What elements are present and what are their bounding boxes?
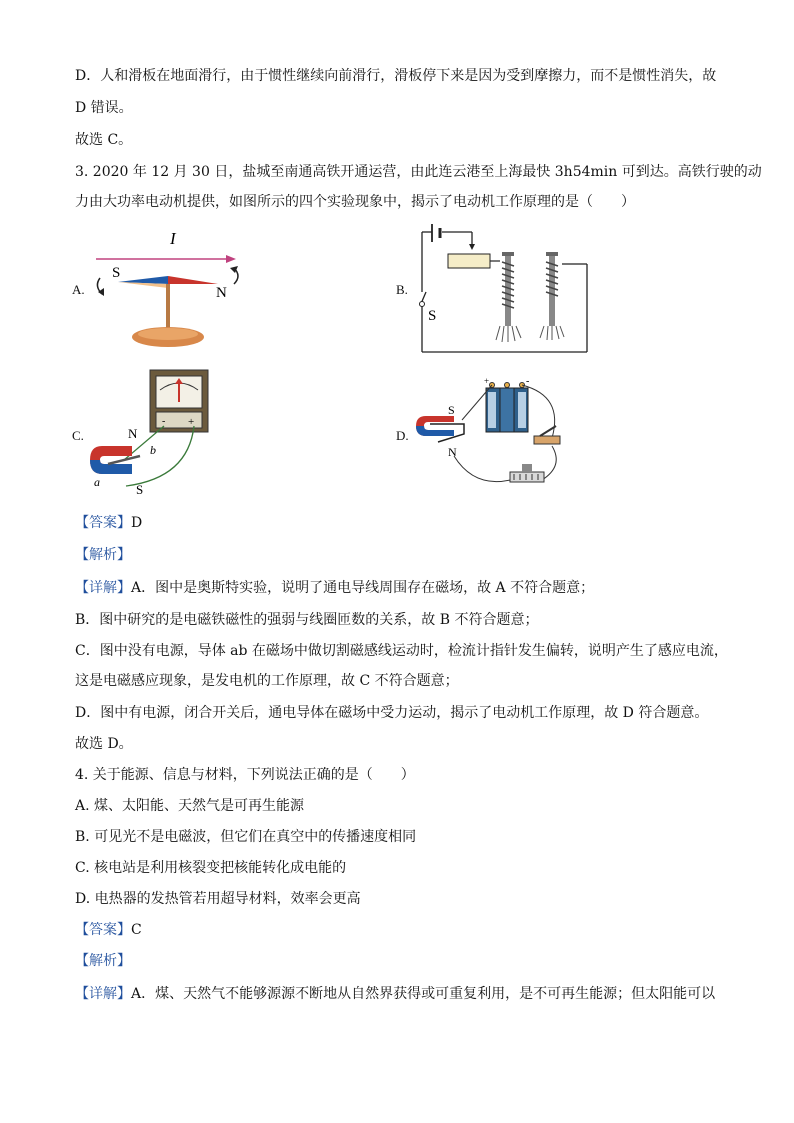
option-c-label: C. xyxy=(72,428,84,443)
q3-detail-b: B．图中研究的是电磁铁磁性的强弱与线圈匝数的关系，故 B 不符合题意； xyxy=(75,612,539,628)
prev-line-2: D 错误。 xyxy=(75,100,133,116)
point-b-label: b xyxy=(150,443,156,457)
needle-north-label: N xyxy=(216,285,227,301)
q3-answer xyxy=(75,513,142,533)
q4-stem: 4. 关于能源、信息与材料，下列说法正确的是（ ） xyxy=(75,767,415,783)
q3-detail-c-1: C．图中没有电源，导体 ab 在磁场中做切割磁感线运动时，检流计指针发生偏转，说明产生了感应电流， xyxy=(75,643,728,659)
terminal-minus: - xyxy=(162,416,166,427)
option-b-label: B. xyxy=(396,282,408,297)
q4-detail-tag: 【详解】 xyxy=(75,986,131,1002)
q3-detail-tag: 【详解】 xyxy=(75,580,131,596)
point-a-label: a xyxy=(94,475,100,489)
needle-south-label: S xyxy=(112,265,121,281)
magnet-d-south-label: S xyxy=(448,403,455,417)
magnet-d-north-label: N xyxy=(448,445,457,459)
q3-stem-2: 力由大功率电动机提供，如图所示的四个实验现象中，揭示了电动机工作原理的是（ ） xyxy=(75,194,635,210)
figure-b-electromagnet xyxy=(412,222,592,358)
q3-choose: 故选 D。 xyxy=(75,736,133,752)
nail-right xyxy=(540,252,564,340)
q4-answer-value: C xyxy=(131,922,142,938)
q4-option-b: B. 可见光不是电磁波，但它们在真空中的传播速度相同 xyxy=(75,829,417,845)
switch-contact xyxy=(420,302,425,307)
galvanometer xyxy=(150,370,208,432)
q4-detail-a xyxy=(75,984,715,1004)
q4-option-d: D. 电热器的发热管若用超导材料，效率会更高 xyxy=(75,891,361,907)
q4-option-c: C. 核电站是利用核裂变把核能转化成电能的 xyxy=(75,860,347,876)
terminal-plus: + xyxy=(188,416,195,428)
prev-line-1: D．人和滑板在地面滑行，由于惯性继续向前滑行，滑板停下来是因为受到摩擦力，而不是惯性消失，故 xyxy=(75,68,717,84)
rheostat xyxy=(448,254,490,268)
battery-plus: + xyxy=(484,376,490,386)
q4-option-a: A. 煤、太阳能、天然气是可再生能源 xyxy=(75,798,305,814)
needle-red-half xyxy=(168,276,218,284)
needle-stand xyxy=(166,284,170,328)
current-label: I xyxy=(170,229,176,248)
option-d-label: D. xyxy=(396,428,409,443)
knife-switch xyxy=(534,426,560,444)
magnet-north-label: N xyxy=(128,426,138,441)
q3-answer-tag: 【答案】 xyxy=(75,515,131,531)
figure-d-motor xyxy=(414,376,574,498)
q3-answer-value: D xyxy=(131,515,143,531)
q4-answer xyxy=(75,920,142,940)
option-a-label: A. xyxy=(72,282,85,297)
figure-a-oersted xyxy=(88,222,248,352)
q3-detail-a-text: A．图中是奥斯特实验，说明了通电导线周围存在磁场，故 A 不符合题意； xyxy=(131,580,595,596)
q4-detail-a-text: A．煤、天然气不能够源源不断地从自然界获得或可重复利用，是不可再生能源；但太阳能可以 xyxy=(131,986,716,1002)
rheostat-d xyxy=(510,464,544,482)
q4-analysis-tag: 【解析】 xyxy=(75,953,131,969)
horseshoe-magnet-d xyxy=(416,416,454,436)
q3-detail-c-2: 这是电磁感应现象，是发电机的工作原理，故 C 不符合题意； xyxy=(75,673,459,689)
prev-choose: 故选 C。 xyxy=(75,132,133,148)
magnet-south-label: S xyxy=(136,482,144,497)
figure-c-induction xyxy=(88,368,218,498)
nail-left xyxy=(496,252,521,342)
q3-stem-1: 3. 2020 年 12 月 30 日，盐城至南通高铁开通运营，由此连云港至上海最快 3h54min 可到达。高铁行驶的动 xyxy=(75,164,762,180)
slider-arrow-icon xyxy=(469,244,475,250)
conductor-ab xyxy=(108,456,140,464)
current-arrow-icon xyxy=(226,255,236,263)
battery-pack xyxy=(484,376,529,432)
q3-detail-d: D．图中有电源，闭合开关后，通电导体在磁场中受力运动，揭示了电动机工作原理，故 D 符合题意。 xyxy=(75,705,709,721)
battery-minus: - xyxy=(526,376,530,387)
switch-label: S xyxy=(428,308,437,324)
q3-detail-a xyxy=(75,578,594,598)
q3-analysis-tag: 【解析】 xyxy=(75,547,131,563)
q4-answer-tag: 【答案】 xyxy=(75,922,131,938)
